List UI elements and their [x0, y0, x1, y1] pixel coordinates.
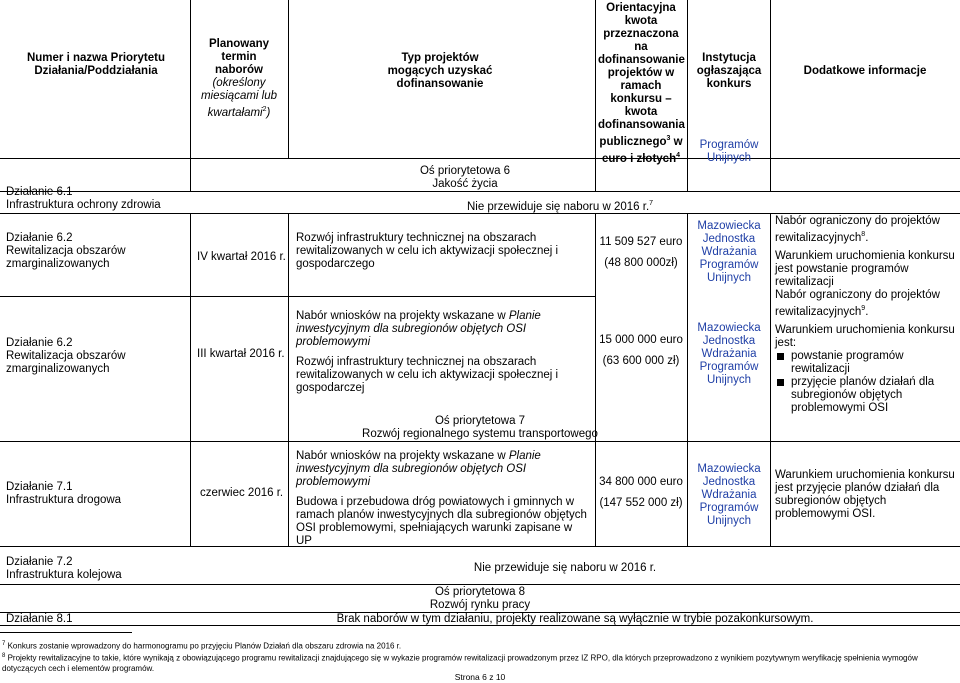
axis6-institution: Programów Unijnych: [699, 139, 759, 164]
col-divider-5b: [770, 213, 771, 441]
header-col-priority: Numer i nazwa Priorytetu Działania/Poddziałania: [26, 52, 166, 77]
row-6-2a-label: Działanie 6.2 Rewitalizacja obszarów zmarginalizowanych: [6, 232, 126, 270]
list-item: przyjęcie planów działań dla subregionów objętych problemowymi OSI: [775, 376, 955, 415]
col-divider-1b: [190, 213, 191, 441]
col-divider-4c: [687, 441, 688, 546]
row-8-1-label: Działanie 8.1: [6, 613, 73, 625]
footnote-separator: [0, 632, 132, 633]
row-6-2a-term: IV kwartał 2016 r.: [197, 251, 286, 263]
col-divider-4: [687, 0, 688, 191]
col-divider-1: [190, 0, 191, 191]
axis7-divider: [0, 441, 960, 442]
header-divider: [0, 158, 960, 159]
col-divider-2: [288, 0, 289, 158]
page-number: Strona 6 z 10: [454, 672, 506, 682]
axis7-heading: Oś priorytetowa 7 Rozwój regionalnego systemu transportowego: [362, 415, 598, 440]
list-item: powstanie programów rewitalizacji: [775, 350, 955, 376]
row-7-1-term: czerwiec 2016 r.: [200, 487, 284, 499]
header-col-term: Planowany termin naborów (określony miesiącami lub kwartałami$^2$): [200, 38, 278, 119]
header-col-amount: Orientacyjna kwota przeznaczona na dofinansowanie projektów w ramach konkursu – kwota dofinansowania publicznego$^3$ w euro i złotych$^4$: [598, 2, 685, 165]
row-6-2b-amount: 15 000 000 euro (63 600 000 zł): [599, 334, 683, 367]
row-6-2a-amount: 11 509 527 euro (48 800 000zł): [599, 236, 683, 269]
row62a-divider: [0, 296, 595, 297]
row-6-2b-institution: Mazowiecka Jednostka Wdrażania Programów Unijnych: [697, 322, 761, 386]
row-7-1-label: Działanie 7.1 Infrastruktura drogowa: [6, 481, 122, 506]
row72-divider: [0, 584, 960, 585]
row-7-2-label: Działanie 7.2 Infrastruktura kolejowa: [6, 556, 122, 581]
row-6-2a-type: Rozwój infrastruktury technicznej na obszarach rewitalizowanych w celu ich aktywizacji społecznej i gospodarczego: [296, 232, 559, 270]
row-7-1-info: Warunkiem uruchomienia konkursu jest przyjęcie planów działań dla subregionów objętych problemowymi OSI.: [775, 469, 955, 520]
row-6-2a-info: Nabór ograniczony do projektów rewitalizacyjnych$^8$. Warunkiem uruchomienia konkursu jest powstanie programów rewitalizacji: [775, 215, 955, 288]
axis6-heading: Oś priorytetowa 6 Jakość życia: [419, 165, 511, 190]
row-8-1-note: Brak naborów w tym działaniu, projekty realizowane są wyłącznie w trybie pozakonkursowym.: [336, 613, 814, 625]
col-divider-3: [595, 0, 596, 191]
row-6-1-label: Działanie 6.1 Infrastruktura ochrony zdrowia: [6, 186, 161, 211]
conditions-list: [775, 350, 955, 415]
row-7-2-note: Nie przewiduje się naboru w 2016 r.: [473, 562, 657, 574]
row-7-1-institution: Mazowiecka Jednostka Wdrażania Programów Unijnych: [697, 463, 761, 527]
row-6-2b-term: III kwartał 2016 r.: [197, 348, 285, 360]
col-divider-2b: [288, 213, 289, 441]
row-7-1-type: Nabór wniosków na projekty wskazane w Planie inwestycyjnym dla subregionów objętych OSI problemowymi Budowa i przebudowa dróg powiatowych i gminnych w ramach planów inwestycyjnych dla subregionów objętych OSI problemowymi, spełniających warunki zapisane w UP: [296, 450, 587, 547]
row-7-1-amount: 34 800 000 euro (147 552 000 zł): [599, 476, 683, 509]
header-col-project-type: Typ projektów mogących uzyskać dofinansowanie: [387, 52, 493, 90]
col-divider-1c: [190, 441, 191, 546]
col-divider-4b: [687, 213, 688, 441]
row-6-2a-institution: Mazowiecka Jednostka Wdrażania Programów Unijnych: [697, 220, 761, 284]
row-6-2b-type: Nabór wniosków na projekty wskazane w Planie inwestycyjnym dla subregionów objętych OSI problemowymi Rozwój infrastruktury technicznej na obszarach rewitalizowanych w celu ich aktywizacji społecznej i gospodarczej: [296, 310, 559, 394]
header-col-institution: Instytucja ogłaszająca konkurs: [696, 52, 762, 90]
col-divider-5: [770, 0, 771, 191]
row-6-2b-label: Działanie 6.2 Rewitalizacja obszarów zmarginalizowanych: [6, 337, 126, 375]
row-6-1-note: Nie przewiduje się naboru w 2016 r.$^7$: [466, 200, 654, 213]
row-6-2b-info: Nabór ograniczony do projektów rewitalizacyjnych$^9$. Warunkiem uruchomienia konkursu jest: powstanie programów rewitalizacji przyjęcie planów działań dla subregionów objętych problemowymi OSI: [775, 289, 955, 414]
col-divider-5c: [770, 441, 771, 546]
axis8-heading: Oś priorytetowa 8 Rozwój rynku pracy: [429, 586, 531, 611]
footnote-8: $^8$ Projekty rewitalizacyjne to takie, które wynikają z obowiązującego programu rewitalizacji znajdującego się w wykazie programów rewitalizacji prowadzonym przez IZ RPO, dla których przeprowadzono z wynikiem pozytywnym weryfikację spełnienia wymogów dotyczących cech i elementów programów.: [2, 653, 918, 674]
header-col-additional: Dodatkowe informacje: [803, 65, 927, 77]
footnote-7: $^7$ Konkurs zostanie wprowadzony do harmonogramu po przyjęciu Planów Działań dla obszaru zdrowia na 2016 r.: [2, 641, 402, 651]
